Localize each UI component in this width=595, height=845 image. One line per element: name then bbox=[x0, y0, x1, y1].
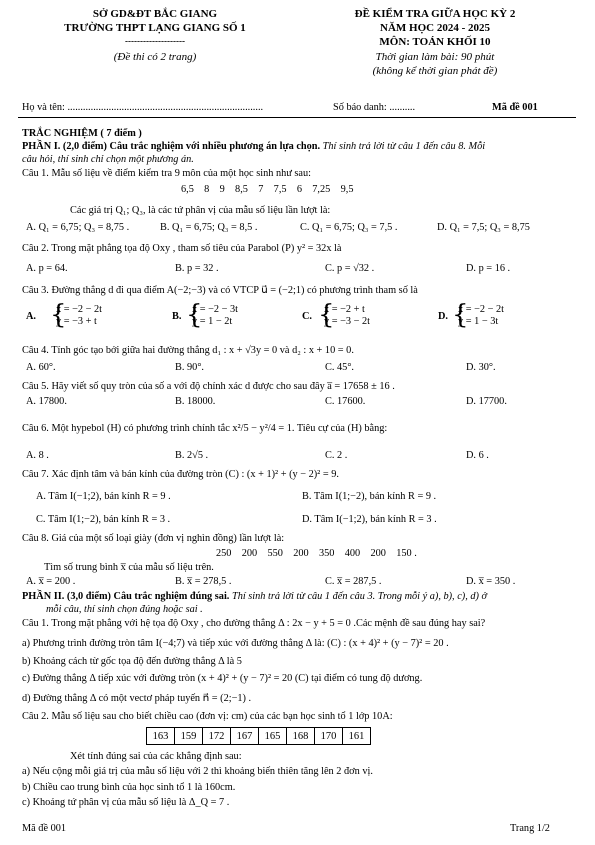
q2-option-d: D. p = 16 . bbox=[466, 263, 511, 274]
q8-option-d: D. x̅ = 350 . bbox=[466, 576, 516, 587]
q6-option-a: A. 8 . bbox=[26, 450, 49, 461]
question-2: Câu 2. Trong mặt phẳng tọa độ Oxy , tham số tiêu của Parabol (P) y² = 32x là bbox=[22, 243, 342, 254]
part2-question-2: Câu 2. Mẫu số liệu sau cho biết chiều cao (đơn vị: cm) của các bạn học sinh tổ 1 lớp 10A: bbox=[22, 711, 393, 722]
height-cell: 165 bbox=[259, 728, 287, 745]
part2-title bbox=[22, 591, 487, 602]
q5-option-a: A. 17800. bbox=[26, 396, 67, 407]
q4-option-a: A. 60°. bbox=[26, 362, 56, 373]
q4-option-d: D. 30°. bbox=[466, 362, 496, 373]
part1-title-line2: câu hỏi, thí sinh chỉ chọn một phương án. bbox=[22, 154, 194, 165]
question-1: Câu 1. Mẫu số liệu về điểm kiểm tra 9 môn của một học sinh như sau: bbox=[22, 168, 311, 179]
header-divider: -------------------- bbox=[125, 36, 185, 46]
q5-option-b: B. 18000. bbox=[175, 396, 216, 407]
section-title: TRẮC NGHIỆM ( 7 điểm ) bbox=[22, 128, 142, 139]
height-cell: 159 bbox=[175, 728, 203, 745]
p2q2-statement-b: b) Chiều cao trung bình của học sinh tổ 1 là 160cm. bbox=[22, 782, 236, 793]
q6-option-b: B. 2√5 . bbox=[175, 450, 209, 461]
question-8-stem: Tìm số trung bình x̅ của mẫu số liệu trên. bbox=[44, 562, 214, 573]
question-6: Câu 6. Một hypebol (H) có phương trình chính tắc x²/5 − y²/4 = 1. Tiêu cự của (H) bằng: bbox=[22, 423, 388, 434]
school-year: NĂM HỌC 2024 - 2025 bbox=[380, 22, 490, 34]
exam-title: ĐỀ KIỂM TRA GIỮA HỌC KỲ 2 bbox=[354, 8, 516, 20]
question-1-data: 6,5 8 9 8,5 7 7,5 6 7,25 9,5 bbox=[181, 184, 354, 195]
duration-note: (không kể thời gian phát đề) bbox=[372, 65, 498, 77]
part2-question-2-stem: Xét tính đúng sai của các khẳng định sau: bbox=[70, 751, 242, 762]
school-name: TRƯỜNG THPT LẠNG GIANG SỐ 1 bbox=[64, 22, 246, 34]
height-cell: 168 bbox=[287, 728, 315, 745]
q4-option-c: C. 45°. bbox=[325, 362, 355, 373]
q5-option-d: D. 17700. bbox=[466, 396, 507, 407]
q1-option-c: C. Q₁ = 6,75; Q₃ = 7,5 . bbox=[300, 222, 398, 233]
page-count-note: (Đề thi có 2 trang) bbox=[113, 51, 197, 63]
q3-option-b-label: B. bbox=[172, 311, 182, 322]
q3-option-d-system: { x = −2 − 2t y = 1 − 3t bbox=[452, 300, 505, 330]
q4-option-b: B. 90°. bbox=[175, 362, 205, 373]
part1-title-italic: Thí sinh trả lời từ câu 1 đến câu 8. Mỗi bbox=[320, 141, 486, 152]
q7-option-d: D. Tâm I(−1;2), bán kính R = 3 . bbox=[302, 514, 437, 525]
q7-option-a: A. Tâm I(−1;2), bán kính R = 9 . bbox=[36, 491, 171, 502]
height-cell: 167 bbox=[231, 728, 259, 745]
height-cell: 161 bbox=[343, 728, 371, 745]
q6-option-c: C. 2 . bbox=[325, 450, 348, 461]
part2-title-line2: mỗi câu, thí sinh chọn đúng hoặc sai . bbox=[46, 604, 203, 615]
question-8-data: 250 200 550 200 350 400 200 150 . bbox=[216, 548, 417, 559]
q1-option-b: B. Q₁ = 6,75; Q₃ = 8,5 . bbox=[160, 222, 258, 233]
q5-option-c: C. 17600. bbox=[325, 396, 366, 407]
q2-option-c: C. p = √32 . bbox=[325, 263, 375, 274]
question-1-stem: Các giá trị Q₁; Q₃, là các tứ phân vị của mẫu số liệu lần lượt là: bbox=[70, 205, 331, 216]
student-name-field: Họ và tên: ............................................................................ bbox=[22, 102, 264, 113]
heights-table bbox=[146, 727, 371, 745]
part1-title-bold: PHẦN I. (2,0 điểm) Câu trắc nghiệm với nhiều phương án lựa chọn. bbox=[22, 141, 321, 152]
exam-duration: Thời gian làm bài: 90 phút bbox=[375, 51, 495, 63]
q3-option-d-label: D. bbox=[438, 311, 449, 322]
q3-option-c-label: C. bbox=[302, 311, 313, 322]
q2-option-a: A. p = 64. bbox=[26, 263, 68, 274]
student-id-field: Số báo danh: .......... bbox=[333, 102, 416, 113]
footer-exam-code: Mã đề 001 bbox=[22, 823, 67, 834]
question-3: Câu 3. Đường thẳng d đi qua điểm A(−2;−3) và có VTCP u⃗ = (−2;1) có phương trình tham số là bbox=[22, 285, 418, 296]
p2q1-statement-a: a) Phương trình đường tròn tâm I(−4;7) và tiếp xúc với đường thẳng Δ là: (C) : (x + 4)² + (y − 7)² = 20 . bbox=[22, 638, 449, 649]
question-5: Câu 5. Hãy viết số quy tròn của số a với độ chính xác d được cho sau đây a̅ = 17658 ± 16 . bbox=[22, 381, 395, 392]
q8-option-a: A. x̅ = 200 . bbox=[26, 576, 76, 587]
height-cell: 172 bbox=[203, 728, 231, 745]
q7-option-b: B. Tâm I(1;−2), bán kính R = 9 . bbox=[302, 491, 437, 502]
exam-code: Mã đề 001 bbox=[492, 102, 538, 113]
question-8: Câu 8. Giá của một số loại giày (đơn vị nghìn đồng) lần lượt là: bbox=[22, 533, 285, 544]
part2-title-bold: PHẦN II. (3,0 điểm) Câu trắc nghiệm đúng sai. bbox=[22, 591, 230, 602]
question-7: Câu 7. Xác định tâm và bán kính của đường tròn (C) : (x + 1)² + (y − 2)² = 9. bbox=[22, 469, 339, 480]
q1-option-a: A. Q₁ = 6,75; Q₃ = 8,75 . bbox=[26, 222, 130, 233]
q6-option-d: D. 6 . bbox=[466, 450, 489, 461]
part1-title bbox=[22, 141, 485, 152]
p2q1-statement-c: c) Đường thẳng Δ tiếp xúc với đường tròn (x + 4)² + (y − 7)² = 20 (C) tại điểm có tung độ dương. bbox=[22, 673, 423, 684]
p2q2-statement-a: a) Nếu cộng mỗi giá trị của mẫu số liệu với 2 thì khoảng biến thiên tăng lên 2 đơn vị. bbox=[22, 766, 373, 777]
q8-option-c: C. x̅ = 287,5 . bbox=[325, 576, 382, 587]
height-cell: 170 bbox=[315, 728, 343, 745]
q3-option-c-system: { x = −2 + t y = −3 − 2t bbox=[318, 300, 371, 330]
footer-page-number: Trang 1/2 bbox=[510, 823, 550, 834]
header-rule bbox=[18, 117, 576, 118]
height-cell: 163 bbox=[147, 728, 175, 745]
school-department: SỞ GD&ĐT BẮC GIANG bbox=[92, 8, 218, 20]
part2-title-italic: Thí sinh trả lời từ câu 1 đến câu 3. Trong mỗi ý a), b), c), d) ở bbox=[229, 591, 488, 602]
q3-option-a-system: { x = −2 − 2t y = −3 + t bbox=[50, 300, 103, 330]
subject: MÔN: TOÁN KHỐI 10 bbox=[379, 36, 491, 48]
q1-option-d: D. Q₁ = 7,5; Q₃ = 8,75 bbox=[437, 222, 530, 233]
p2q1-statement-b: b) Khoảng cách từ gốc tọa độ đến đường thẳng Δ là 5 bbox=[22, 656, 242, 667]
q2-option-b: B. p = 32 . bbox=[175, 263, 219, 274]
p2q1-statement-d: d) Đường thẳng Δ có một vectơ pháp tuyến n⃗ = (2;−1) . bbox=[22, 693, 252, 704]
question-4: Câu 4. Tính góc tạo bởi giữa hai đường thẳng d₁ : x + √3y = 0 và d₂ : x + 10 = 0. bbox=[22, 345, 354, 356]
q3-option-b-system: { x = −2 − 3t y = 1 − 2t bbox=[186, 300, 239, 330]
q8-option-b: B. x̅ = 278,5 . bbox=[175, 576, 232, 587]
heights-row bbox=[147, 728, 371, 745]
q3-option-a-label: A. bbox=[26, 311, 37, 322]
p2q2-statement-c: c) Khoảng tứ phân vị của mẫu số liệu là Δ_Q = 7 . bbox=[22, 797, 230, 808]
part2-question-1: Câu 1. Trong mặt phẳng với hệ tọa độ Oxy , cho đường thẳng Δ : 2x − y + 5 = 0 .Các mệnh đề sau đúng hay sai? bbox=[22, 618, 486, 629]
q7-option-c: C. Tâm I(1;−2), bán kính R = 3 . bbox=[36, 514, 171, 525]
